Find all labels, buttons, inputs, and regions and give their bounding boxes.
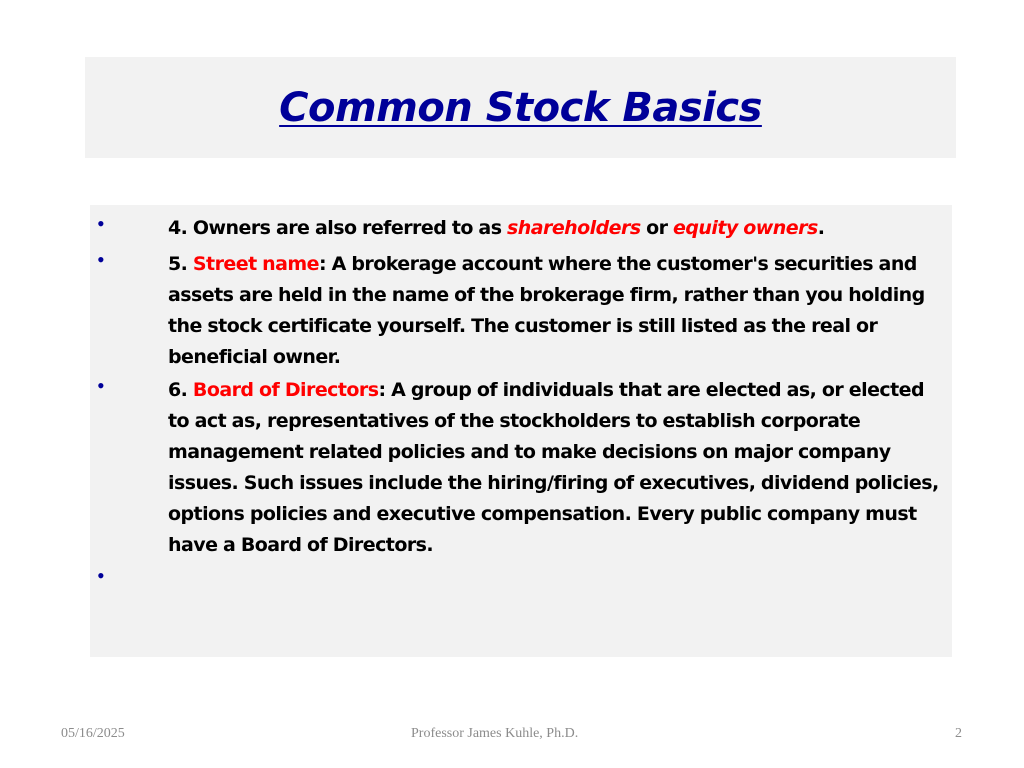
text-segment: . bbox=[817, 217, 825, 239]
bullet-text bbox=[168, 249, 940, 373]
bullet-text bbox=[168, 213, 940, 244]
term-board-of-directors: Board of Directors bbox=[192, 379, 379, 401]
bullet-dot-icon: • bbox=[97, 373, 105, 398]
bullet-text bbox=[168, 375, 940, 561]
text-segment: : A brokerage account where the customer's securities and assets are held in the name of the brokerage firm, rather than you holding the stock certificate yourself. The customer is still listed as the real or beneficial owner. bbox=[168, 253, 925, 368]
term-shareholders: shareholders bbox=[507, 217, 641, 239]
content-box bbox=[90, 205, 952, 657]
bullet-dot-icon: • bbox=[97, 211, 105, 236]
text-segment: 4. Owners are also referred to as bbox=[168, 217, 508, 239]
term-equity-owners: equity owners bbox=[673, 217, 818, 239]
term-street-name: Street name bbox=[192, 253, 319, 275]
text-segment: 5. bbox=[168, 253, 193, 275]
footer-page-number: 2 bbox=[955, 726, 962, 741]
text-segment: or bbox=[640, 217, 674, 239]
slide-title: Common Stock Basics bbox=[279, 84, 762, 131]
footer-presenter: Professor James Kuhle, Ph.D. bbox=[411, 726, 579, 741]
bullet-dot-icon: • bbox=[97, 563, 105, 588]
bullet-dot-icon: • bbox=[97, 247, 105, 272]
footer-date: 05/16/2025 bbox=[61, 726, 125, 741]
text-segment: 6. bbox=[168, 379, 193, 401]
title-box bbox=[85, 57, 956, 158]
text-segment: : A group of individuals that are elected as, or elected to act as, representatives of the stockholders to establish corporate management related policies and to make decisions on major company issues. Such issues include the hiring/firing of executives, dividend policies, options policies and executive compensation. Every public company must have a Board of Directors. bbox=[168, 379, 939, 556]
